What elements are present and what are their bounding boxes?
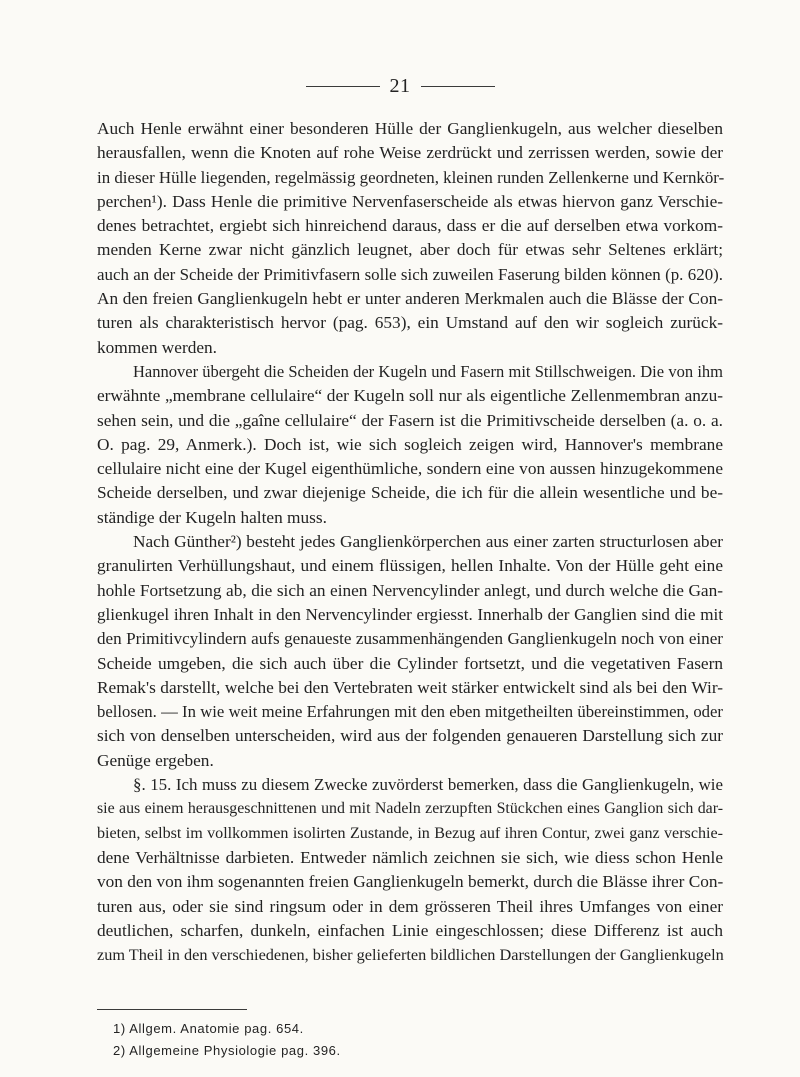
- text-line: herausfallen, wenn die Knoten auf rohe Weise zerdrückt und zerrissen werden, sowie der: [97, 143, 723, 163]
- text-line: Scheide derselben, und zwar diejenige Scheide, die ich für die allein wesentliche und be-: [97, 483, 723, 503]
- header-rule-right: [421, 86, 495, 87]
- text-line: deutlichen, scharfen, dunkeln, einfachen Linie eingeschlossen; diese Differenz ist auch: [97, 920, 723, 940]
- text-line: Auch Henle erwähnt einer besonderen Hülle der Ganglienkugeln, aus welcher dieselben: [97, 119, 723, 138]
- footnote-divider: [97, 1009, 247, 1010]
- text-line: bellosen. — In wie weit meine Erfahrungen mit den eben mitgetheilten übereinstimmen, oder: [97, 702, 723, 722]
- text-line: glienkugel ihren Inhalt in den Nervencylinder ergiesst. Innerhalb der Ganglien sind die mit: [97, 604, 723, 624]
- text-line: Remak's darstellt, welche bei den Vertebraten weit stärker entwickelt sind als bei den Wir-: [97, 677, 723, 697]
- footnotes: [113, 1018, 613, 1062]
- text-line: perchen¹). Dass Henle die primitive Nervenfaserscheide als etwas hiervon ganz Verschie-: [97, 191, 723, 211]
- text-line: in dieser Hülle liegenden, regelmässig geordneten, kleinen runden Zellenkerne und Kernkör-: [97, 167, 725, 187]
- page-header: [0, 76, 800, 96]
- text-line: sich von denselben unterscheiden, wird aus der folgenden genaueren Darstellung sich zur: [97, 726, 723, 746]
- text-line: erwähnte „membrane cellulaire“ der Kugeln soll nur als eigentliche Zellenmembran anzu-: [97, 386, 723, 406]
- header-rule-left: [306, 86, 380, 87]
- text-line: menden Kerne zwar nicht gänzlich leugnet, aber doch für etwas sehr Seltenes erklärt;: [97, 240, 723, 260]
- text-line: turen aus, oder sie sind ringsum oder in dem grösseren Theil ihres Umfanges von einer: [97, 896, 723, 916]
- text-line: dene Verhältnisse darbieten. Entweder nämlich zeichnen sie sich, wie diess schon Henle: [97, 847, 723, 867]
- text-line: turen als charakteristisch hervor (pag. 653), ein Umstand auf den wir sogleich zurück-: [97, 313, 723, 333]
- text-line: sie aus einem herausgeschnittenen und mit Nadeln zerzupften Stückchen eines Ganglion sich dar-: [97, 800, 723, 818]
- text-line: ständige der Kugeln halten muss.: [97, 507, 327, 527]
- page-number: 21: [389, 75, 411, 97]
- text-line: granulirten Verhüllungshaut, und einem flüssigen, hellen Inhalte. Von der Hülle geht eine: [97, 556, 723, 576]
- text-line: von den von ihm sogenannten freien Ganglienkugeln bemerkt, durch die Blässe ihrer Con-: [97, 872, 724, 892]
- text-line: auch an der Scheide der Primitivfasern solle sich zuweilen Faserung bilden können (p. 620).: [97, 264, 723, 284]
- footnote-2: 2) Allgemeine Physiologie pag. 396.: [113, 1043, 341, 1058]
- text-line: kommen werden.: [97, 337, 217, 357]
- text-line: Genüge ergeben.: [97, 750, 214, 770]
- paragraph-start-line: Hannover übergeht die Scheiden der Kugeln und Fasern mit Stillschweigen. Die von ihm: [133, 361, 723, 381]
- text-line: O. pag. 29, Anmerk.). Doch ist, wie sich sogleich zeigen wird, Hannover's membrane: [97, 434, 723, 454]
- footnote-1: 1) Allgem. Anatomie pag. 654.: [113, 1021, 304, 1036]
- main-text: [97, 117, 723, 967]
- text-line: hohle Fortsetzung ab, die sich an einen Nervencylinder anlegt, und durch welche die Gan-: [97, 580, 723, 600]
- text-line: sehen sein, und die „gaîne cellulaire“ der Fasern ist die Primitivscheide derselben (a. o. a.: [97, 410, 723, 430]
- text-line: An den freien Ganglienkugeln hebt er unter anderen Merkmalen auch die Blässe der Con-: [97, 289, 723, 309]
- text-line: Scheide umgeben, die sich auch über die Cylinder fortsetzt, und die vegetativen Fasern: [97, 653, 723, 673]
- text-line: cellulaire nicht eine der Kugel eigenthümliche, sondern eine von aussen hinzugekommene: [97, 459, 723, 479]
- text-line: zum Theil in den verschiedenen, bisher gelieferten bildlichen Darstellungen der Ganglienkugeln: [97, 945, 724, 965]
- text-line: den Primitivcylindern aufs genaueste zusammenhängenden Ganglienkugeln noch von einer: [97, 629, 723, 649]
- paragraph-start-line: Nach Günther²) besteht jedes Ganglienkörperchen aus einer zarten structurlosen aber: [133, 532, 723, 552]
- paragraph-start-line: §. 15. Ich muss zu diesem Zwecke zuvörderst bemerken, dass die Ganglienkugeln, wie: [133, 775, 723, 795]
- text-line: bieten, selbst im vollkommen isolirten Zustande, in Bezug auf ihren Contur, zwei ganz verschie-: [97, 824, 723, 842]
- text-line: denes betrachtet, ergiebt sich hinreichend daraus, dass er die auf derselben etwa vorkom-: [97, 216, 723, 236]
